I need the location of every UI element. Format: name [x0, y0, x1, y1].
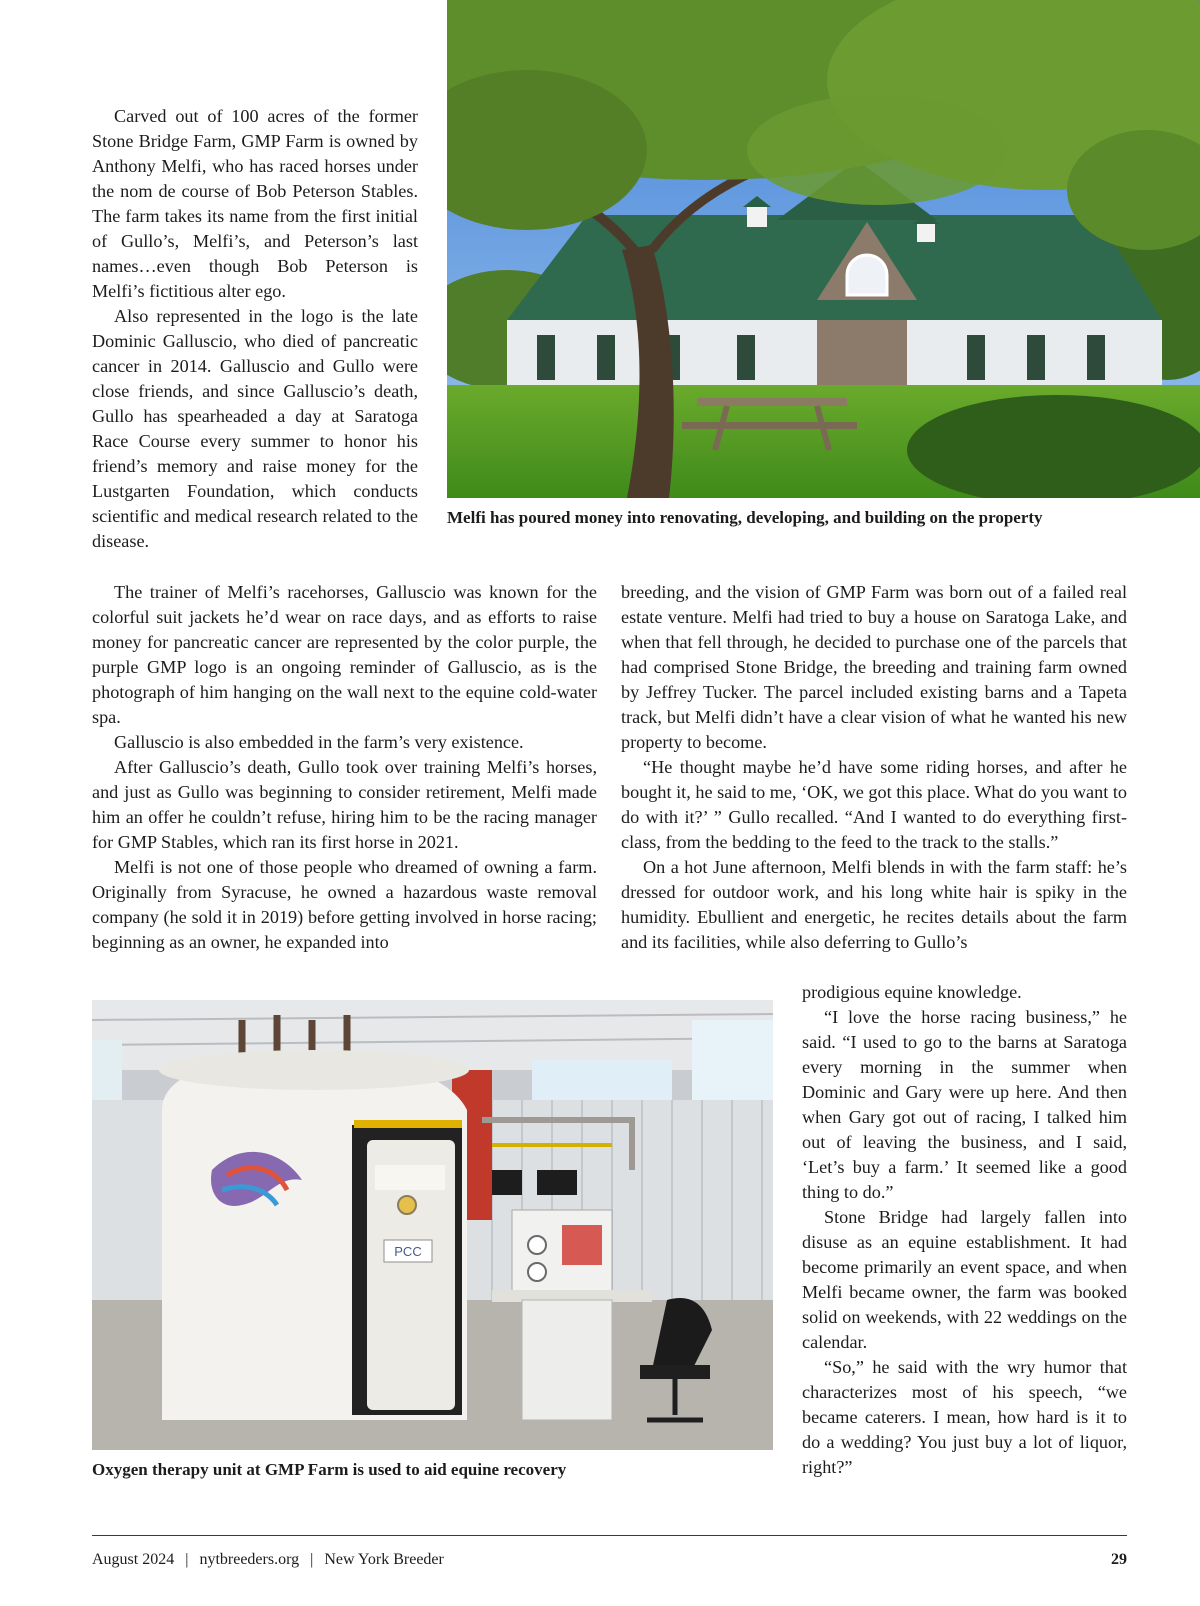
- footer-date: August 2024: [92, 1551, 175, 1568]
- paragraph: Also represented in the logo is the late Dominic Galluscio, who died of pancreatic cancer in 2014. Galluscio and Gullo were close friends, and since Galluscio’s death, Gullo has spearheaded a day at Saratoga Race Course every summer to honor his friend’s memory and raise money for the Lustgarten Foundation, which conducts scientific and medical research related to the disease.: [92, 306, 418, 551]
- paragraph: “So,” he said with the wry humor that characterizes most of his speech, “we became caterers. I mean, how hard is it to do a wedding? You just buy a lot of liquor, right?”: [802, 1357, 1127, 1477]
- footer-separator: |: [185, 1551, 189, 1568]
- door-label: PCC: [394, 1244, 422, 1259]
- article-column-right-middle: [621, 580, 1127, 955]
- barn-photo: [447, 0, 1200, 498]
- footer-site: nytbreeders.org: [199, 1551, 300, 1568]
- page-footer: [92, 1548, 1127, 1572]
- oxygen-photo-caption: Oxygen therapy unit at GMP Farm is used to aid equine recovery: [92, 1460, 567, 1479]
- paragraph: Stone Bridge had largely fallen into disuse as an equine establishment. It had become primarily an event space, and when Melfi became owner, the farm was booked solid on weekends, with 22 weddings on the calendar.: [802, 1207, 1127, 1352]
- paragraph: “I love the horse racing business,” he said. “I used to go to the barns at Saratoga every morning in the summer when Dominic and Gary were up here. And then when Gary got out of racing, I talked him out of leaving the business, and I said, ‘Let’s buy a farm.’ It seemed like a good thing to do.”: [802, 1007, 1127, 1202]
- paragraph: breeding, and the vision of GMP Farm was born out of a failed real estate venture. Melfi had tried to buy a house on Saratoga Lake, and when that fell through, he decided to purchase one of the parcels that had comprised Stone Bridge, the breeding and training farm owned by Jeffrey Tucker. The parcel included existing barns and a Tapeta track, but Melfi didn’t have a clear vision of what he wanted his new property to become.: [621, 582, 1127, 752]
- paragraph: The trainer of Melfi’s racehorses, Galluscio was known for the colorful suit jackets he’d wear on race days, and as efforts to raise money for pancreatic cancer are represented by the color purple, the purple GMP logo is an ongoing reminder of Galluscio, as is the photograph of him hanging on the wall next to the equine cold-water spa.: [92, 582, 597, 727]
- oxygen-unit-photo: [92, 1000, 773, 1450]
- article-column-left-middle: [92, 580, 597, 955]
- footer-rule: [92, 1535, 1127, 1536]
- paragraph: prodigious equine knowledge.: [802, 982, 1022, 1002]
- paragraph: On a hot June afternoon, Melfi blends in with the farm staff: he’s dressed for outdoor work, and his long white hair is spiky in the humidity. Ebullient and energetic, he recites details about the farm and its facilities, while also deferring to Gullo’s: [621, 857, 1127, 952]
- paragraph: Carved out of 100 acres of the former Stone Bridge Farm, GMP Farm is owned by Anthony Melfi, who has raced horses under the nom de course of Bob Peterson Stables. The farm takes its name from the first initial of Gullo’s, Melfi’s, and Peterson’s last names…even though Bob Peterson is Melfi’s fictitious alter ego.: [92, 106, 418, 301]
- paragraph: Melfi is not one of those people who dreamed of owning a farm. Originally from Syracuse, he owned a hazardous waste removal company (he sold it in 2019) before getting involved in horse racing; beginning as an owner, he expanded into: [92, 857, 597, 952]
- footer-separator: |: [310, 1551, 314, 1568]
- article-column-right-lower: [802, 980, 1127, 1480]
- page-number: 29: [1111, 1551, 1127, 1568]
- footer-publication: New York Breeder: [324, 1551, 444, 1568]
- barn-photo-caption: Melfi has poured money into renovating, developing, and building on the property: [447, 508, 1043, 527]
- paragraph: “He thought maybe he’d have some riding horses, and after he bought it, he said to me, ‘OK, we got this place. What do you want to do with it?’ ” Gullo recalled. “And I wanted to do everything first-class, from the bedding to the feed to the track to the stalls.”: [621, 757, 1127, 852]
- paragraph: Galluscio is also embedded in the farm’s very existence.: [114, 732, 524, 752]
- footer-info: [92, 1548, 444, 1572]
- article-column-left-top: [92, 104, 418, 554]
- paragraph: After Galluscio’s death, Gullo took over training Melfi’s horses, and just as Gullo was beginning to consider retirement, Melfi made him an offer he couldn’t refuse, hiring him to be the racing manager for GMP Stables, which ran its first horse in 2021.: [92, 757, 597, 852]
